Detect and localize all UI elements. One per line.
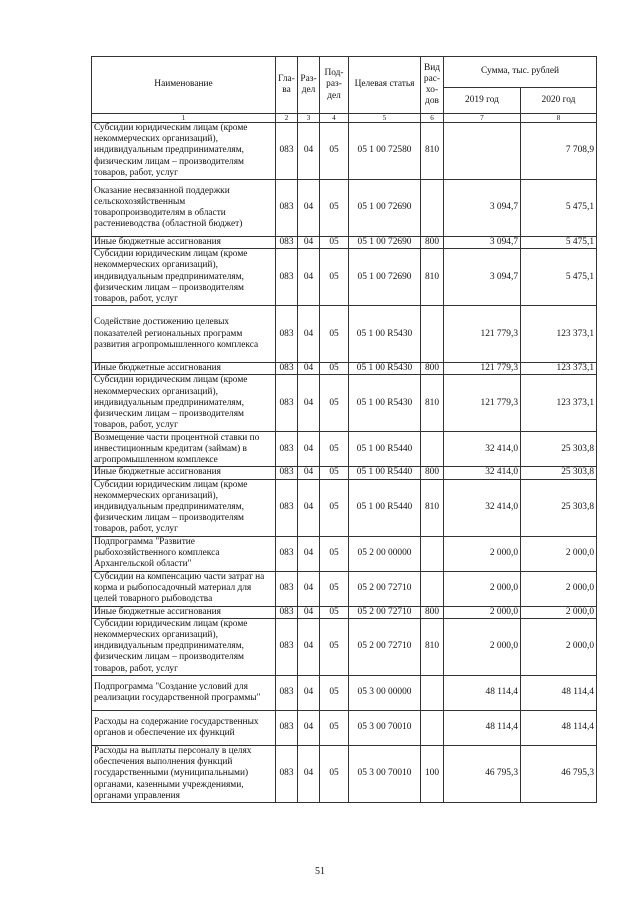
row-name: Подпрограмма "Создание условий для реализации государственной программы": [92, 675, 276, 710]
row-podrazdel: 05: [320, 467, 349, 479]
row-sum-2019: 3 094,7: [444, 237, 521, 249]
row-expense-type: 800: [421, 363, 444, 375]
row-target-article: 05 3 00 70010: [349, 745, 421, 802]
table-row: [92, 237, 597, 249]
row-podrazdel: 05: [320, 618, 349, 675]
column-number: 4: [320, 114, 349, 123]
row-sum-2020: 123 373,1: [521, 306, 597, 363]
row-razdel: 04: [298, 306, 320, 363]
row-podrazdel: 05: [320, 479, 349, 536]
row-glava: 083: [276, 710, 298, 745]
row-expense-type: 810: [421, 618, 444, 675]
row-razdel: 04: [298, 675, 320, 710]
table-row: [92, 675, 597, 710]
table-row: [92, 180, 597, 237]
row-sum-2019: 2 000,0: [444, 571, 521, 606]
row-name: Подпрограмма "Развитие рыбохозяйственного комплекса Архангельской области": [92, 536, 276, 571]
row-target-article: 05 2 00 72710: [349, 571, 421, 606]
row-expense-type: 800: [421, 606, 444, 618]
row-sum-2019: 2 000,0: [444, 618, 521, 675]
row-razdel: 04: [298, 479, 320, 536]
row-razdel: 04: [298, 123, 320, 180]
table-row: [92, 467, 597, 479]
row-name: Субсидии юридическим лицам (кроме некоммерческих организаций), индивидуальным предпринимателям, физическим лицам – производителям товаров, работ, услуг: [92, 123, 276, 180]
row-expense-type: 810: [421, 375, 444, 432]
budget-table: [91, 56, 597, 803]
row-target-article: 05 3 00 00000: [349, 675, 421, 710]
row-razdel: 04: [298, 249, 320, 306]
row-expense-type: [421, 710, 444, 745]
row-sum-2019: 46 795,3: [444, 745, 521, 802]
row-sum-2020: 48 114,4: [521, 675, 597, 710]
row-podrazdel: 05: [320, 363, 349, 375]
column-number: 1: [92, 114, 276, 123]
row-glava: 083: [276, 375, 298, 432]
row-sum-2020: 5 475,1: [521, 180, 597, 237]
row-sum-2020: 7 708,9: [521, 123, 597, 180]
row-sum-2020: 2 000,0: [521, 536, 597, 571]
row-razdel: 04: [298, 606, 320, 618]
row-glava: 083: [276, 180, 298, 237]
row-expense-type: 800: [421, 237, 444, 249]
row-name: Иные бюджетные ассигнования: [92, 237, 276, 249]
row-sum-2019: 32 414,0: [444, 479, 521, 536]
row-podrazdel: 05: [320, 180, 349, 237]
row-glava: 083: [276, 363, 298, 375]
row-expense-type: [421, 180, 444, 237]
column-number: 6: [421, 114, 444, 123]
row-sum-2019: 121 779,3: [444, 306, 521, 363]
row-sum-2019: 2 000,0: [444, 606, 521, 618]
row-expense-type: 810: [421, 123, 444, 180]
row-razdel: 04: [298, 432, 320, 467]
row-sum-2020: 5 475,1: [521, 237, 597, 249]
column-number: 5: [349, 114, 421, 123]
header-2020: 2020 год: [521, 88, 597, 114]
row-glava: 083: [276, 536, 298, 571]
row-sum-2019: [444, 123, 521, 180]
row-name: Содействие достижению целевых показателей региональных программ развития агропромышленного комплекса: [92, 306, 276, 363]
row-razdel: 04: [298, 467, 320, 479]
row-podrazdel: 05: [320, 375, 349, 432]
row-expense-type: [421, 306, 444, 363]
row-razdel: 04: [298, 618, 320, 675]
row-glava: 083: [276, 123, 298, 180]
row-sum-2020: 2 000,0: [521, 618, 597, 675]
row-target-article: 05 1 00 72580: [349, 123, 421, 180]
row-name: Оказание несвязанной поддержки сельскохозяйственным товаропроизводителям в области растениеводства (областной бюджет): [92, 180, 276, 237]
row-name: Субсидии юридическим лицам (кроме некоммерческих организаций), индивидуальным предпринимателям, физическим лицам – производителям товаров, работ, услуг: [92, 249, 276, 306]
row-sum-2019: 32 414,0: [444, 432, 521, 467]
table-row: [92, 432, 597, 467]
row-razdel: 04: [298, 710, 320, 745]
row-sum-2019: 48 114,4: [444, 675, 521, 710]
row-expense-type: 800: [421, 467, 444, 479]
row-sum-2020: 123 373,1: [521, 363, 597, 375]
row-target-article: 05 1 00 R5430: [349, 363, 421, 375]
column-number: 7: [444, 114, 521, 123]
row-target-article: 05 2 00 72710: [349, 606, 421, 618]
row-podrazdel: 05: [320, 710, 349, 745]
column-number: 8: [521, 114, 597, 123]
row-sum-2020: 5 475,1: [521, 249, 597, 306]
row-name: Расходы на содержание государственных органов и обеспечение их функций: [92, 710, 276, 745]
row-sum-2020: 25 303,8: [521, 467, 597, 479]
row-glava: 083: [276, 571, 298, 606]
row-expense-type: 100: [421, 745, 444, 802]
row-target-article: 05 2 00 00000: [349, 536, 421, 571]
header-target: Целевая статья: [349, 57, 421, 114]
row-glava: 083: [276, 432, 298, 467]
row-expense-type: [421, 536, 444, 571]
row-podrazdel: 05: [320, 432, 349, 467]
row-sum-2020: 25 303,8: [521, 432, 597, 467]
row-glava: 083: [276, 467, 298, 479]
row-name: Возмещение части процентной ставки по инвестиционным кредитам (займам) в агропромышленном комплексе: [92, 432, 276, 467]
header-podrazdel: Под-раз-дел: [320, 57, 349, 114]
table-row: [92, 745, 597, 802]
row-name: Расходы на выплаты персоналу в целях обеспечения выполнения функций государственными (муниципальными) органами, казенными учреждениями, органами управления: [92, 745, 276, 802]
row-podrazdel: 05: [320, 571, 349, 606]
row-target-article: 05 1 00 72690: [349, 180, 421, 237]
row-expense-type: [421, 571, 444, 606]
row-sum-2020: 2 000,0: [521, 606, 597, 618]
row-target-article: 05 3 00 70010: [349, 710, 421, 745]
row-name: Иные бюджетные ассигнования: [92, 467, 276, 479]
row-sum-2019: 32 414,0: [444, 467, 521, 479]
header-glava: Гла-ва: [276, 57, 298, 114]
table-row: [92, 306, 597, 363]
column-number: 3: [298, 114, 320, 123]
row-expense-type: 810: [421, 249, 444, 306]
row-sum-2019: 48 114,4: [444, 710, 521, 745]
row-sum-2020: 25 303,8: [521, 479, 597, 536]
row-name: Субсидии юридическим лицам (кроме некоммерческих организаций), индивидуальным предпринимателям, физическим лицам – производителям товаров, работ, услуг: [92, 479, 276, 536]
column-number: 2: [276, 114, 298, 123]
row-sum-2019: 3 094,7: [444, 180, 521, 237]
row-expense-type: [421, 675, 444, 710]
row-glava: 083: [276, 745, 298, 802]
row-razdel: 04: [298, 536, 320, 571]
row-razdel: 04: [298, 571, 320, 606]
row-razdel: 04: [298, 745, 320, 802]
table-row: [92, 479, 597, 536]
row-name: Иные бюджетные ассигнования: [92, 606, 276, 618]
table-row: [92, 375, 597, 432]
header-sum: Сумма, тыс. рублей: [444, 57, 597, 88]
row-glava: 083: [276, 237, 298, 249]
table-row: [92, 363, 597, 375]
row-razdel: 04: [298, 375, 320, 432]
row-podrazdel: 05: [320, 675, 349, 710]
row-glava: 083: [276, 306, 298, 363]
table-row: [92, 123, 597, 180]
row-target-article: 05 1 00 R5440: [349, 432, 421, 467]
row-target-article: 05 1 00 R5440: [349, 479, 421, 536]
header-razdel: Раз-дел: [298, 57, 320, 114]
row-podrazdel: 05: [320, 249, 349, 306]
row-sum-2020: 2 000,0: [521, 571, 597, 606]
table-body: [92, 123, 597, 803]
row-sum-2019: 121 779,3: [444, 375, 521, 432]
row-expense-type: [421, 432, 444, 467]
table-row: [92, 606, 597, 618]
row-sum-2019: 121 779,3: [444, 363, 521, 375]
row-target-article: 05 1 00 72690: [349, 249, 421, 306]
page-number: 51: [315, 866, 325, 877]
row-name: Субсидии юридическим лицам (кроме некоммерческих организаций), индивидуальным предпринимателям, физическим лицам – производителям товаров, работ, услуг: [92, 375, 276, 432]
row-podrazdel: 05: [320, 606, 349, 618]
row-target-article: 05 1 00 R5430: [349, 306, 421, 363]
row-glava: 083: [276, 618, 298, 675]
row-sum-2019: 2 000,0: [444, 536, 521, 571]
row-glava: 083: [276, 606, 298, 618]
row-glava: 083: [276, 675, 298, 710]
row-expense-type: 810: [421, 479, 444, 536]
table-row: [92, 536, 597, 571]
row-razdel: 04: [298, 237, 320, 249]
table-row: [92, 710, 597, 745]
row-target-article: 05 1 00 R5440: [349, 467, 421, 479]
row-glava: 083: [276, 249, 298, 306]
row-name: Субсидии на компенсацию части затрат на корма и рыбопосадочный материал для целей товарного рыбоводства: [92, 571, 276, 606]
table-row: [92, 618, 597, 675]
row-sum-2020: 46 795,3: [521, 745, 597, 802]
row-razdel: 04: [298, 180, 320, 237]
row-name: Иные бюджетные ассигнования: [92, 363, 276, 375]
header-2019: 2019 год: [444, 88, 521, 114]
row-name: Субсидии юридическим лицам (кроме некоммерческих организаций), индивидуальным предпринимателям, физическим лицам – производителям товаров, работ, услуг: [92, 618, 276, 675]
row-podrazdel: 05: [320, 237, 349, 249]
row-target-article: 05 1 00 72690: [349, 237, 421, 249]
row-target-article: 05 2 00 72710: [349, 618, 421, 675]
row-podrazdel: 05: [320, 536, 349, 571]
table-row: [92, 571, 597, 606]
row-sum-2020: 123 373,1: [521, 375, 597, 432]
row-podrazdel: 05: [320, 123, 349, 180]
header-name: Наименование: [92, 57, 276, 114]
table-row: [92, 249, 597, 306]
row-podrazdel: 05: [320, 745, 349, 802]
row-target-article: 05 1 00 R5430: [349, 375, 421, 432]
row-razdel: 04: [298, 363, 320, 375]
row-sum-2019: 3 094,7: [444, 249, 521, 306]
row-podrazdel: 05: [320, 306, 349, 363]
row-glava: 083: [276, 479, 298, 536]
row-sum-2020: 48 114,4: [521, 710, 597, 745]
header-vid: Вид рас-хо-дов: [421, 57, 444, 114]
